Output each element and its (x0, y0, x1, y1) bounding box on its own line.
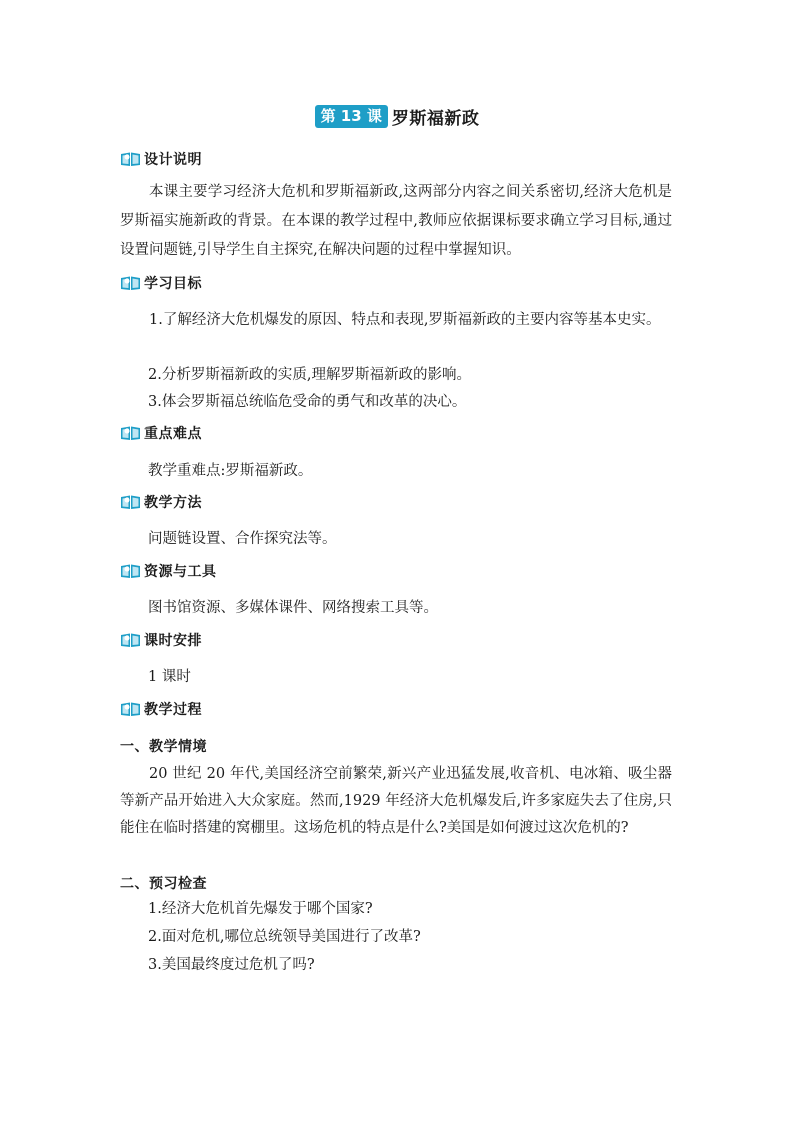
goal-item-1: 1.了解经济大危机爆发的原因、特点和表现,罗斯福新政的主要内容等基本史实。 (149, 312, 661, 328)
section-heading-text: 资源与工具 (144, 564, 217, 580)
preview-question-2: 2.面对危机,哪位总统领导美国进行了改革? (148, 929, 421, 945)
section-heading-goals (120, 272, 202, 294)
lesson-title-row (0, 104, 794, 129)
section-heading-text: 学习目标 (144, 276, 202, 292)
process-part1-title: 一、教学情境 (120, 739, 207, 755)
section-heading-design (120, 148, 202, 170)
book-icon (120, 425, 141, 441)
methods-text: 问题链设置、合作探究法等。 (148, 531, 337, 547)
section-heading-schedule (120, 629, 202, 651)
section-heading-text: 重点难点 (144, 426, 202, 442)
design-paragraph: 本课主要学习经济大危机和罗斯福新政,这两部分内容之间关系密切,经济大危机是罗斯福实施新政的背景。在本课的教学过程中,教师应依据课标要求确立学习目标,通过设置问题链,引导学生自主探究,在解决问题的过程中掌握知识。 (120, 184, 672, 258)
preview-question-1: 1.经济大危机首先爆发于哪个国家? (148, 901, 373, 917)
section-heading-text: 课时安排 (144, 633, 202, 649)
book-icon (120, 701, 141, 717)
schedule-text: 1 课时 (148, 669, 191, 685)
section-heading-resources (120, 560, 217, 582)
preview-question-3: 3.美国最终度过危机了吗? (148, 957, 315, 973)
resources-text: 图书馆资源、多媒体课件、网络搜索工具等。 (148, 600, 438, 616)
section-heading-text: 教学方法 (144, 495, 202, 511)
lesson-title: 罗斯福新政 (391, 109, 480, 129)
book-icon (120, 151, 141, 167)
book-icon (120, 275, 141, 291)
process-part1-paragraph: 20 世纪 20 年代,美国经济空前繁荣,新兴产业迅猛发展,收音机、电冰箱、吸尘器等新产品开始进入大众家庭。然而,1929 年经济大危机爆发后,许多家庭失去了住房,只能住在临时搭建的窝棚里。这场危机的特点是什么?美国是如何渡过这次危机的? (120, 766, 672, 836)
lesson-number-badge: 第 13 课 (315, 105, 388, 128)
keypoints-text: 教学重难点:罗斯福新政。 (148, 463, 313, 479)
section-heading-text: 设计说明 (144, 152, 202, 168)
book-icon (120, 632, 141, 648)
section-heading-methods (120, 491, 202, 513)
process-part2-title: 二、预习检查 (120, 876, 207, 892)
section-heading-text: 教学过程 (144, 702, 202, 718)
goal-item-3: 3.体会罗斯福总统临危受命的勇气和改革的决心。 (148, 394, 467, 410)
book-icon (120, 494, 141, 510)
section-heading-process (120, 698, 202, 720)
goal-item-2: 2.分析罗斯福新政的实质,理解罗斯福新政的影响。 (148, 367, 471, 383)
book-icon (120, 563, 141, 579)
section-heading-keypoints (120, 422, 202, 444)
